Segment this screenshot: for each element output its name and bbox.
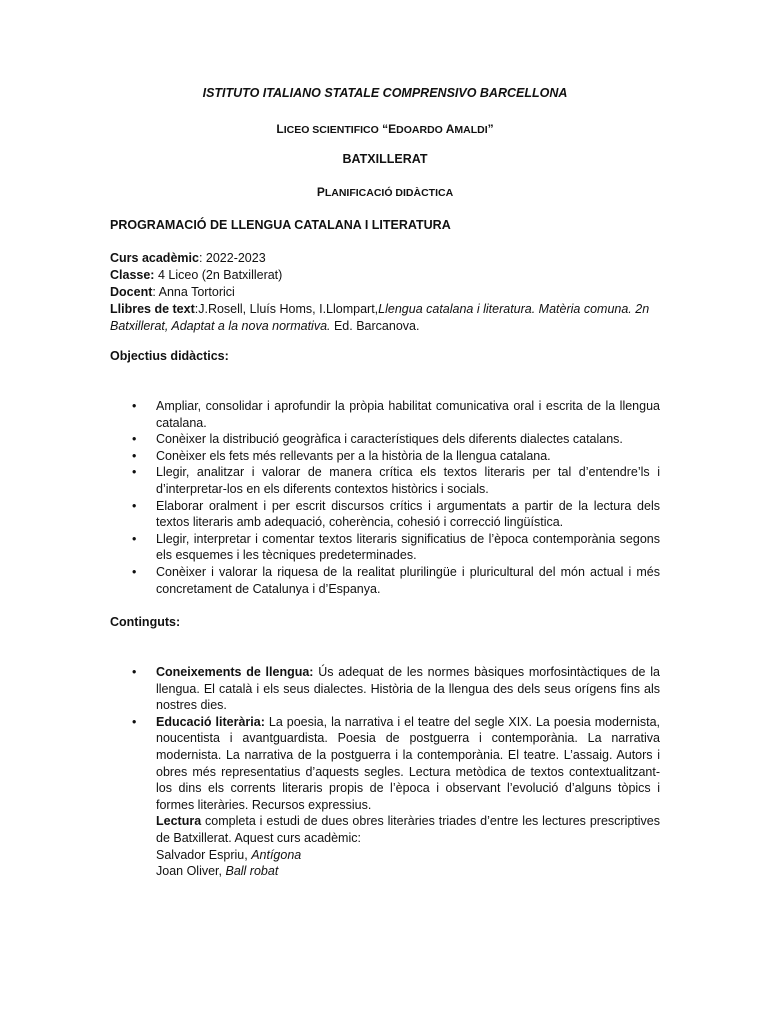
list-item: • Conèixer i valorar la riquesa de la realitat plurilingüe i pluricultural del món actual i més concretament de Catalunya i d’Espanya. bbox=[132, 564, 660, 596]
bullet-icon: • bbox=[132, 531, 137, 546]
bullet-icon: • bbox=[132, 432, 137, 447]
programme-title: PROGRAMACIÓ DE LLENGUA CATALANA I LITERATURA bbox=[110, 218, 451, 232]
bullet-icon: • bbox=[132, 399, 137, 413]
lectura-paragraph: Lectura completa i estudi de dues obres literàries triades d’entre les lectures prescriptives de Batxillerat. Aquest curs acadèmic: bbox=[156, 814, 660, 845]
curs-line: Curs acadèmic: 2022-2023 bbox=[110, 251, 266, 265]
list-item-educacio: • Educació literària: La poesia, la narrativa i el teatre del segle XIX. La poesia modernista, noucentista i avantguardista. Poesia de postguerra i contemporània. La narrativa modernista. La narrativa de la postguerra i la contemporània. El teatre. L’assaig. Autors i obres més representatius d’aquests segles. Lectura metòdica de textos contextualitzant-los dins els corrents literaris propis de l’època i observant l’evolució d’alguns tòpics i formes literàries. Recursos expressius. Lectura completa i estudi de dues obres literàries triades d’entre les lectures prescriptives de Batxillerat. Aquest curs acadèmic: Salvador Espriu, Antígona Joan Oliver, Ball robat bbox=[132, 714, 661, 879]
list-item: • Llegir, interpretar i comentar textos literaris significatius de l’època contemporània segons els esquemes i les tècniques predeterminades. bbox=[132, 531, 660, 563]
bullet-icon: • bbox=[132, 448, 137, 463]
bullet-icon: • bbox=[132, 498, 137, 513]
list-item-coneixements: • Coneixements de llengua: Ús adequat de les normes bàsiques morfosintàctiques de la llengua. El català i els seus dialectes. Història de la llengua des dels seus orígens fins als nostres dies. bbox=[132, 665, 660, 713]
bullet-icon: • bbox=[132, 564, 137, 579]
bullet-icon: • bbox=[132, 665, 137, 679]
list-item: • Ampliar, consolidar i aprofundir la pròpia habilitat comunicativa oral i escrita de la llengua catalana. bbox=[132, 399, 660, 430]
list-item: • Conèixer els fets més rellevants per a la història de la llengua catalana. bbox=[132, 448, 551, 463]
bullet-icon: • bbox=[132, 465, 137, 480]
objectius-title: Objectius didàctics: bbox=[110, 349, 229, 363]
objectius-list bbox=[132, 398, 660, 597]
list-item: • Conèixer la distribució geogràfica i característiques dels diferents dialectes catalans. bbox=[132, 432, 623, 447]
classe-line: Classe: 4 Liceo (2n Batxillerat) bbox=[110, 268, 283, 282]
continguts-list bbox=[132, 664, 661, 880]
book-1: Salvador Espriu, Antígona bbox=[156, 847, 302, 862]
liceo-name: LICEO SCIENTIFICO “EDOARDO AMALDI” bbox=[276, 122, 494, 136]
school-name: ISTITUTO ITALIANO STATALE COMPRENSIVO BARCELLONA bbox=[202, 86, 568, 100]
list-item: • Elaborar oralment i per escrit discursos crítics i argumentats a partir de la lectura dels textos literaris amb adequació, coherència, cohesió i correcció lingüística. bbox=[132, 498, 660, 530]
level-heading: BATXILLERAT bbox=[342, 152, 428, 166]
continguts-title: Continguts: bbox=[110, 615, 181, 629]
llibres-line: Llibres de text:J.Rosell, Lluís Homs, I.Llompart,Llengua catalana i literatura. Matèria comuna. 2n Batxillerat, Adaptat a la nova normativa. Ed. Barcanova. bbox=[110, 302, 650, 333]
course-info bbox=[110, 250, 660, 335]
book-2: Joan Oliver, Ball robat bbox=[156, 864, 279, 879]
list-item: • Llegir, analitzar i valorar de manera crítica els textos literaris per tal d’entendre’ls i d’interpretar-los en els diferents contextos històrics i socials. bbox=[132, 465, 660, 496]
planning-heading: PLANIFICACIÓ DIDÀCTICA bbox=[316, 185, 454, 199]
bullet-icon: • bbox=[132, 714, 137, 729]
docent-line: Docent: Anna Tortorici bbox=[110, 285, 235, 299]
